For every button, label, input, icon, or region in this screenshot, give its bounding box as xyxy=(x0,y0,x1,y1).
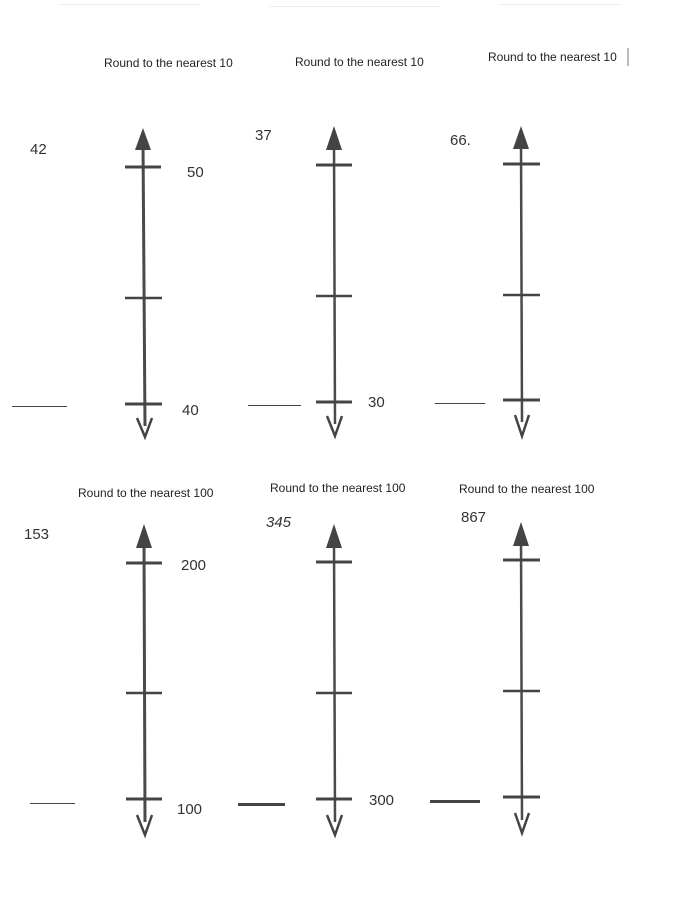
number-line-2 xyxy=(316,126,352,436)
arrow-up-icon xyxy=(326,524,342,548)
number-line-1 xyxy=(125,128,162,437)
arrow-up-icon xyxy=(513,522,529,546)
bottom-endpoint-label: 100 xyxy=(177,801,203,818)
problem-heading: Round to the nearest 100 xyxy=(459,482,595,496)
answer-blank[interactable] xyxy=(248,405,301,406)
bottom-endpoint-label: 300 xyxy=(369,792,395,809)
number-line-5 xyxy=(316,524,352,835)
problem-heading: Round to the nearest 10 xyxy=(295,55,424,69)
problem-heading: Round to the nearest 100 xyxy=(78,486,214,500)
number-to-round: 867 xyxy=(461,509,487,526)
number-line-6 xyxy=(503,522,540,833)
number-to-round: 345 xyxy=(266,514,292,531)
problem-heading: Round to the nearest 100 xyxy=(270,481,406,495)
number-line-4 xyxy=(126,524,162,835)
arrow-up-icon xyxy=(326,126,342,150)
number-to-round: 153 xyxy=(24,526,50,543)
answer-blank[interactable] xyxy=(30,803,75,804)
answer-blank[interactable] xyxy=(238,803,285,806)
top-endpoint-label: 50 xyxy=(187,164,204,181)
number-line-3 xyxy=(503,126,540,436)
problem-heading: Round to the nearest 10 xyxy=(104,56,233,70)
answer-blank[interactable] xyxy=(430,800,480,803)
arrow-up-icon xyxy=(513,126,529,149)
bottom-endpoint-label: 40 xyxy=(182,402,199,419)
arrow-up-icon xyxy=(135,128,151,150)
number-to-round: 66. xyxy=(450,132,471,149)
number-to-round: 42 xyxy=(30,141,47,158)
arrow-up-icon xyxy=(136,524,152,548)
answer-blank[interactable] xyxy=(435,403,485,404)
problem-heading: Round to the nearest 10 xyxy=(488,50,617,64)
top-endpoint-label: 200 xyxy=(181,557,207,574)
bottom-endpoint-label: 30 xyxy=(368,394,385,411)
answer-blank[interactable] xyxy=(12,406,67,407)
number-to-round: 37 xyxy=(255,127,272,144)
